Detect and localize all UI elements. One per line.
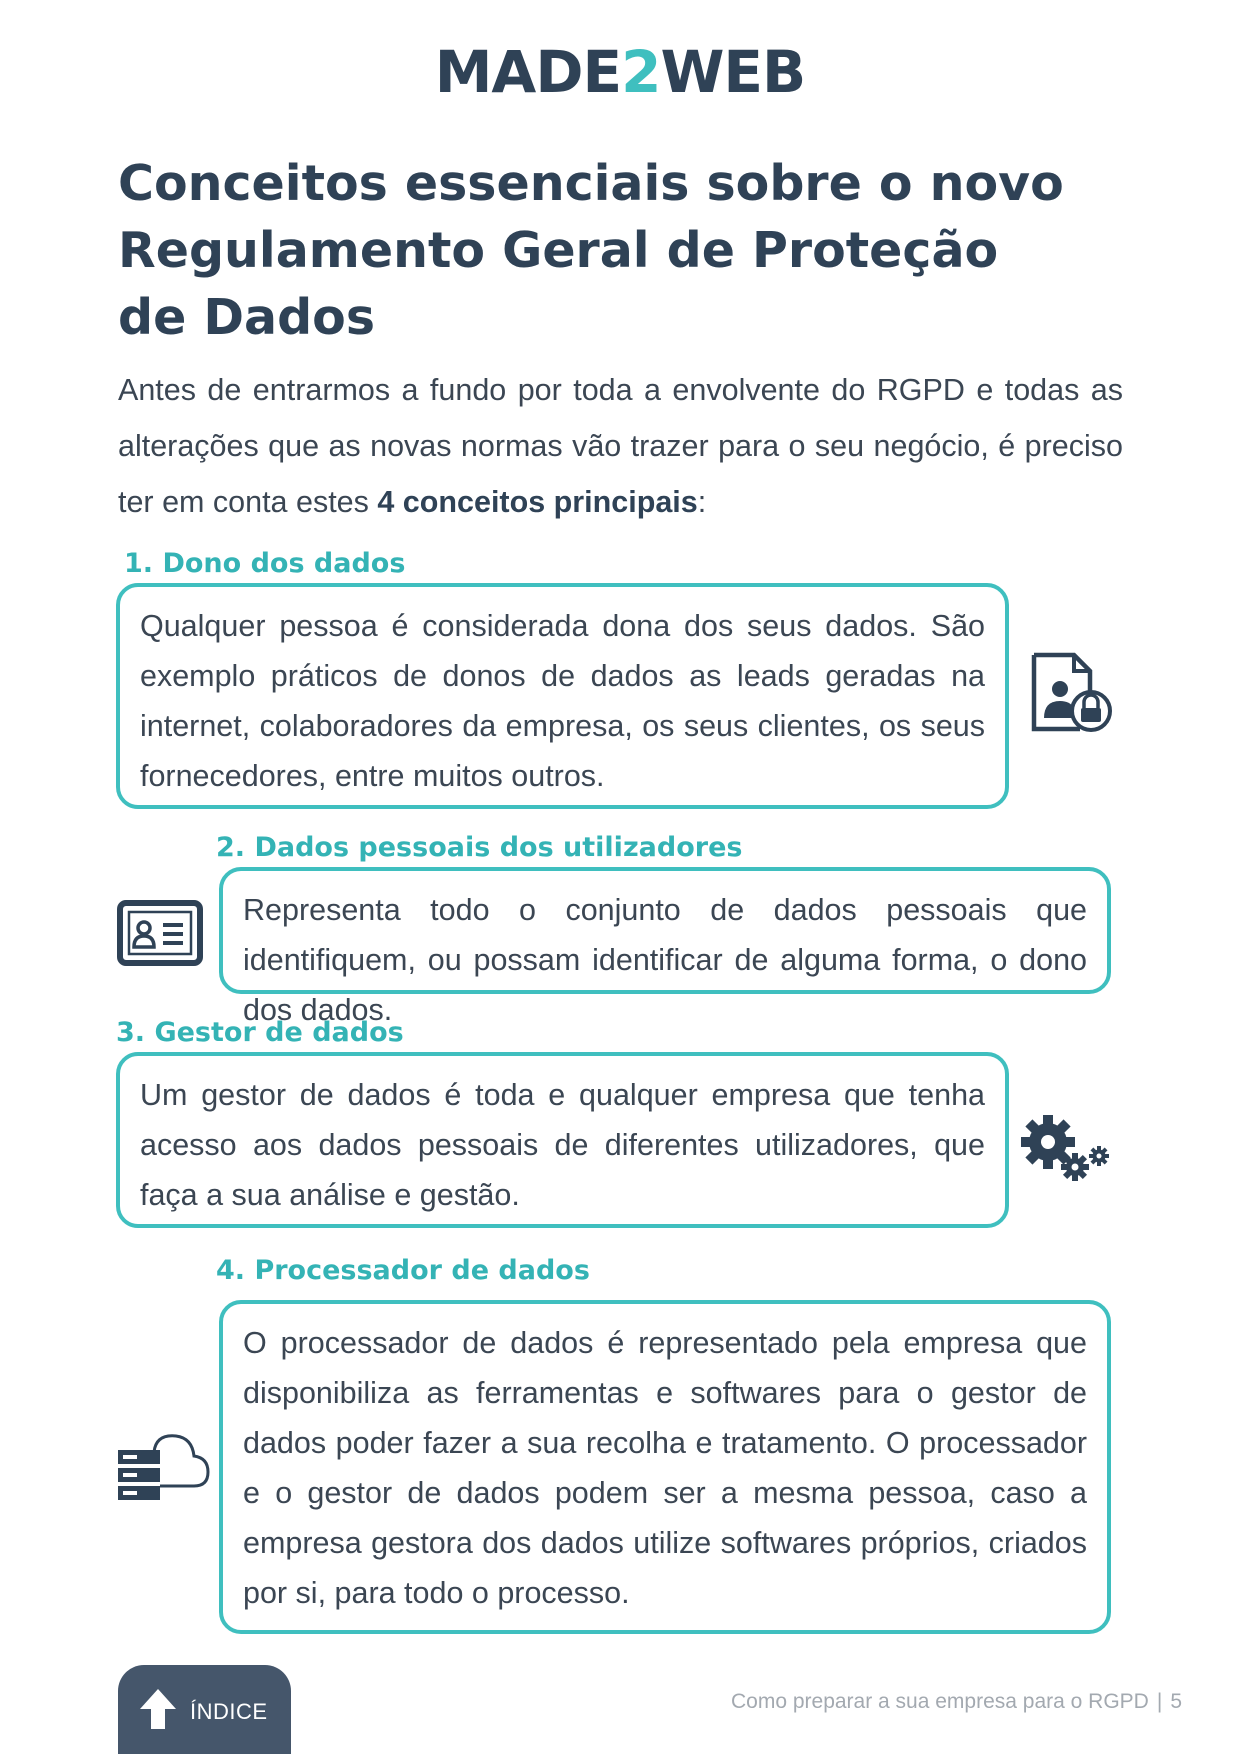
index-button-label: ÍNDICE	[190, 1699, 268, 1724]
concept-3-box	[116, 1052, 1009, 1228]
gears-icon	[1018, 1110, 1114, 1190]
concept-2-heading: 2. Dados pessoais dos utilizadores	[216, 832, 743, 863]
brand-logo	[0, 38, 1240, 106]
concept-4-heading: 4. Processador de dados	[216, 1255, 590, 1286]
concept-2-body: Representa todo o conjunto de dados pessoais que identifiquem, ou possam identificar de alguma forma, o dono dos dados.	[243, 893, 1087, 1027]
page-title: Conceitos essenciais sobre o novo Regulamento Geral de Proteção de Dados	[118, 155, 1064, 346]
id-card-icon	[117, 900, 203, 966]
footer-text: Como preparar a sua empresa para o RGPD	[730, 1690, 1149, 1713]
logo-text-two: 2	[621, 38, 661, 106]
logo-text-made: MADE	[434, 38, 622, 106]
concept-4-box	[219, 1300, 1111, 1634]
concept-4-body: O processador de dados é representado pela empresa que disponibiliza as ferramentas e softwares para o gestor de dados poder fazer a sua recolha e tratamento. O processador e o gestor de dados podem ser a mesma pessoa, caso a empresa gestora dos dados utilize softwares próprios, criados por si, para todo o processo.	[243, 1326, 1087, 1610]
intro-end: :	[697, 485, 707, 519]
page-number: 5	[1170, 1690, 1182, 1713]
concept-3-heading: 3. Gestor de dados	[116, 1017, 404, 1048]
concept-1-heading: 1. Dono dos dados	[124, 548, 406, 579]
concept-3-body: Um gestor de dados é toda e qualquer empresa que tenha acesso aos dados pessoais de diferentes utilizadores, que faça a sua análise e gestão.	[140, 1078, 985, 1212]
concept-1-box	[116, 583, 1009, 809]
concept-2-box	[219, 867, 1111, 1027]
arrow-up-icon	[138, 1687, 178, 1731]
server-cloud-icon	[116, 1430, 212, 1506]
intro-text: Antes de entrarmos a fundo por toda a envolvente do RGPD e todas as alterações que as novas normas vão trazer para o seu negócio, é preciso ter em conta estes	[118, 373, 1123, 519]
page-footer	[731, 1690, 1182, 1714]
logo-text-web: WEB	[660, 38, 806, 106]
document-user-lock-icon	[1030, 652, 1112, 734]
index-button[interactable]	[118, 1665, 291, 1754]
intro-bold: 4 conceitos principais	[377, 485, 698, 519]
intro-paragraph	[118, 362, 1123, 530]
concept-1-body: Qualquer pessoa é considerada dona dos seus dados. São exemplo práticos de donos de dados as leads geradas na internet, colaboradores da empresa, os seus clientes, os seus fornecedores, entre muitos outros.	[140, 609, 985, 793]
footer-separator: |	[1156, 1690, 1163, 1713]
